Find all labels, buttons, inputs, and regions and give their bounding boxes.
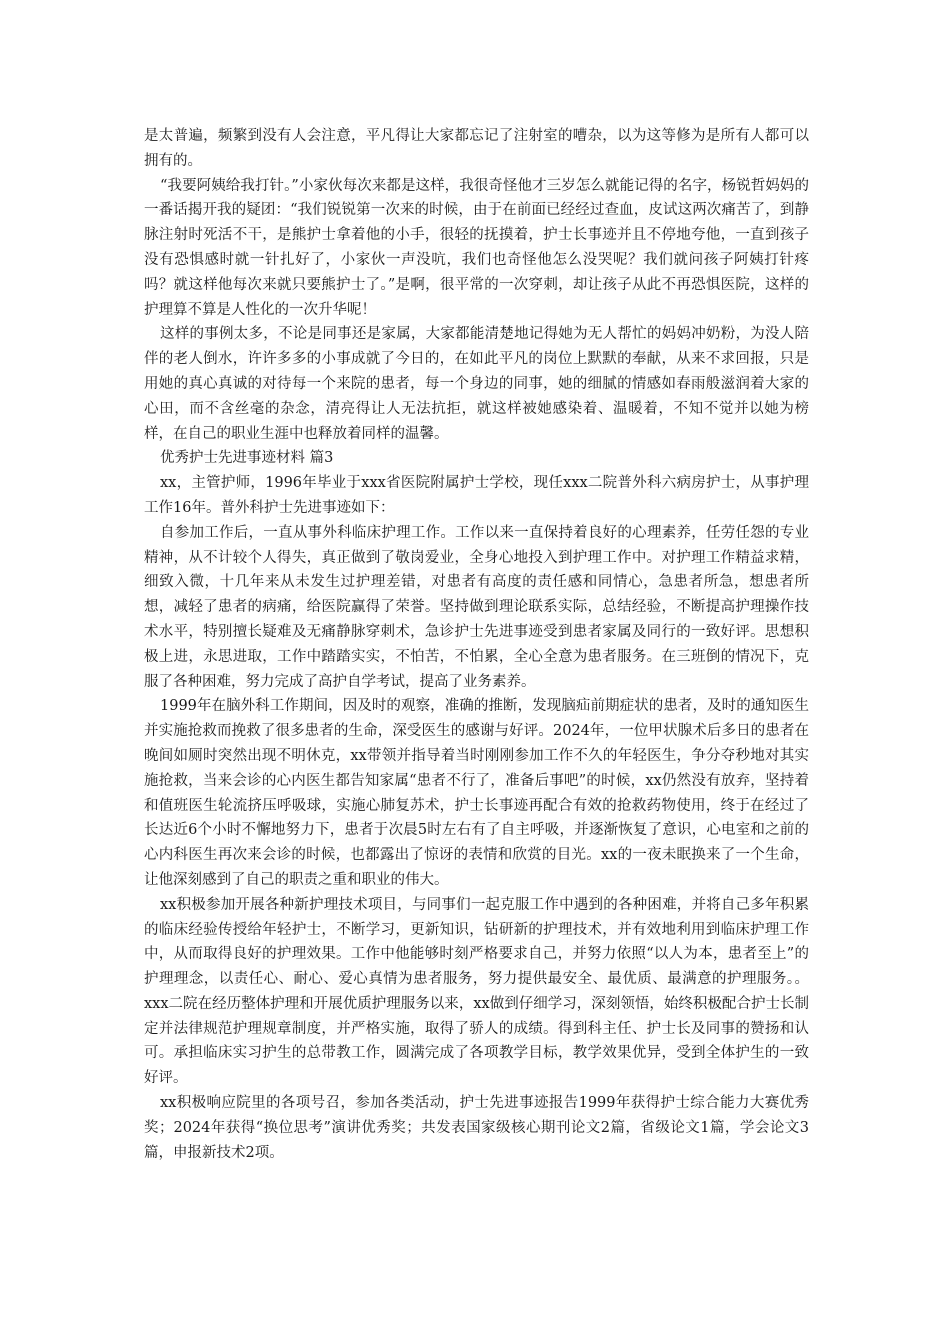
paragraph: xx积极响应院里的各项号召，参加各类活动，护士先进事迹报告1999年获得护士综合能力大赛优秀奖；2024年获得“换位思考”演讲优秀奖；共发表国家级核心期刊论文2篇，省级论文1篇，学会论文3篇，申报新技术2项。 (144, 1095, 809, 1161)
paragraph: 是太普遍，频繁到没有人会注意，平凡得让大家都忘记了注射室的嘈杂，以为这等修为是所有人都可以拥有的。 (144, 128, 809, 169)
paragraph: xx，主管护师，1996年毕业于xxx省医院附属护士学校，现任xxx二院普外科六病房护士，从事护理工作16年。普外科护士先进事迹如下： (144, 475, 809, 516)
paragraph: xx积极参加开展各种新护理技术项目，与同事们一起克服工作中遇到的各种困难，并将自己多年积累的临床经验传授给年轻护士，不断学习，更新知识，钻研新的护理技术，并有效地利用到临床护理工作中，从而取得良好的护理效果。工作中他能够时刻严格要求自己，并努力依照“以人为本，患者至上”的护理理念，以责任心、耐心、爱心真情为患者服务，努力提供最安全、最优质、最满意的护理服务。。xxx二院在经历整体护理和开展优质护理服务以来，xx做到仔细学习，深刻领悟，始终积极配合护士长制定并法律规范护理规章制度，并严格实施，取得了骄人的成绩。得到科主任、护士长及同事的赞扬和认可。承担临床实习护生的总带教工作，圆满完成了各项教学目标，教学效果优异，受到全体护生的一致好评。 (144, 896, 809, 1087)
document-body (144, 124, 809, 1165)
section-heading: 优秀护士先进事迹材料 篇3 (160, 450, 334, 467)
paragraph: “我要阿姨给我打针。”小家伙每次来都是这样，我很奇怪他才三岁怎么就能记得的名字，杨锐哲妈妈的一番话揭开我的疑团：“我们锐锐第一次来的时候，由于在前面已经经过查血，皮试这两次痛苦了，到静脉注射时死活不干，是熊护士拿着他的小手，很轻的抚摸着，护士长事迹并且不停地夸他，一直到孩子没有恐惧感时就一针扎好了，小家伙一声没吭，我们也奇怪他怎么没哭呢？我们就问孩子阿姨打针疼吗？就这样他每次来就只要熊护士了。”是啊，很平常的一次穿刺，却让孩子从此不再恐惧医院，这样的护理算不算是人性化的一次升华呢！ (144, 177, 809, 318)
paragraph: 这样的事例太多，不论是同事还是家属，大家都能清楚地记得她为无人帮忙的妈妈冲奶粉，为没人陪伴的老人倒水，许许多多的小事成就了今日的，在如此平凡的岗位上默默的奉献，从来不求回报，只是用她的真心真诚的对待每一个来院的患者，每一个身边的同事，她的细腻的情感如春雨般滋润着大家的心田，而不含丝毫的杂念，清亮得让人无法抗拒，就这样被她感染着、温暖着，不知不觉并以她为榜样，在自己的职业生涯中也释放着同样的温馨。 (144, 326, 809, 442)
paragraph: 1999年在脑外科工作期间，因及时的观察，准确的推断，发现脑疝前期症状的患者，及时的通知医生并实施抢救而挽救了很多患者的生命，深受医生的感谢与好评。2024年，一位甲状腺术后多日的患者在晚间如厕时突然出现不明休克，xx带领并指导着当时刚刚参加工作不久的年轻医生，争分夺秒地对其实施抢救，当来会诊的心内医生都告知家属“患者不行了，准备后事吧”的时候，xx仍然没有放弃，坚持着和值班医生轮流挤压呼吸球，实施心肺复苏术，护士长事迹再配合有效的抢救药物使用，终于在经过了长达近6个小时不懈地努力下，患者于次晨5时左右有了自主呼吸，并逐渐恢复了意识，心电室和之前的心内科医生再次来会诊的时候，也都露出了惊讶的表情和欣赏的目光。xx的一夜未眠换来了一个生命，让他深刻感到了自己的职责之重和职业的伟大。 (144, 698, 809, 888)
paragraph: 自参加工作后，一直从事外科临床护理工作。工作以来一直保持着良好的心理素养，任劳任怨的专业精神，从不计较个人得失，真正做到了敬岗爱业，全身心地投入到护理工作中。对护理工作精益求精，细致入微，十几年来从未发生过护理差错，对患者有高度的责任感和同情心，急患者所急，想患者所想，减轻了患者的病痛，给医院赢得了荣誉。坚持做到理论联系实际，总结经验，不断提高护理操作技术水平，特别擅长疑难及无痛静脉穿刺术，急诊护士先进事迹受到患者家属及同行的一致好评。思想积极上进，永思进取，工作中踏踏实实，不怕苦，不怕累，全心全意为患者服务。在三班倒的情况下，克服了各种困难，努力完成了高护自学考试，提高了业务素养。 (144, 524, 809, 690)
